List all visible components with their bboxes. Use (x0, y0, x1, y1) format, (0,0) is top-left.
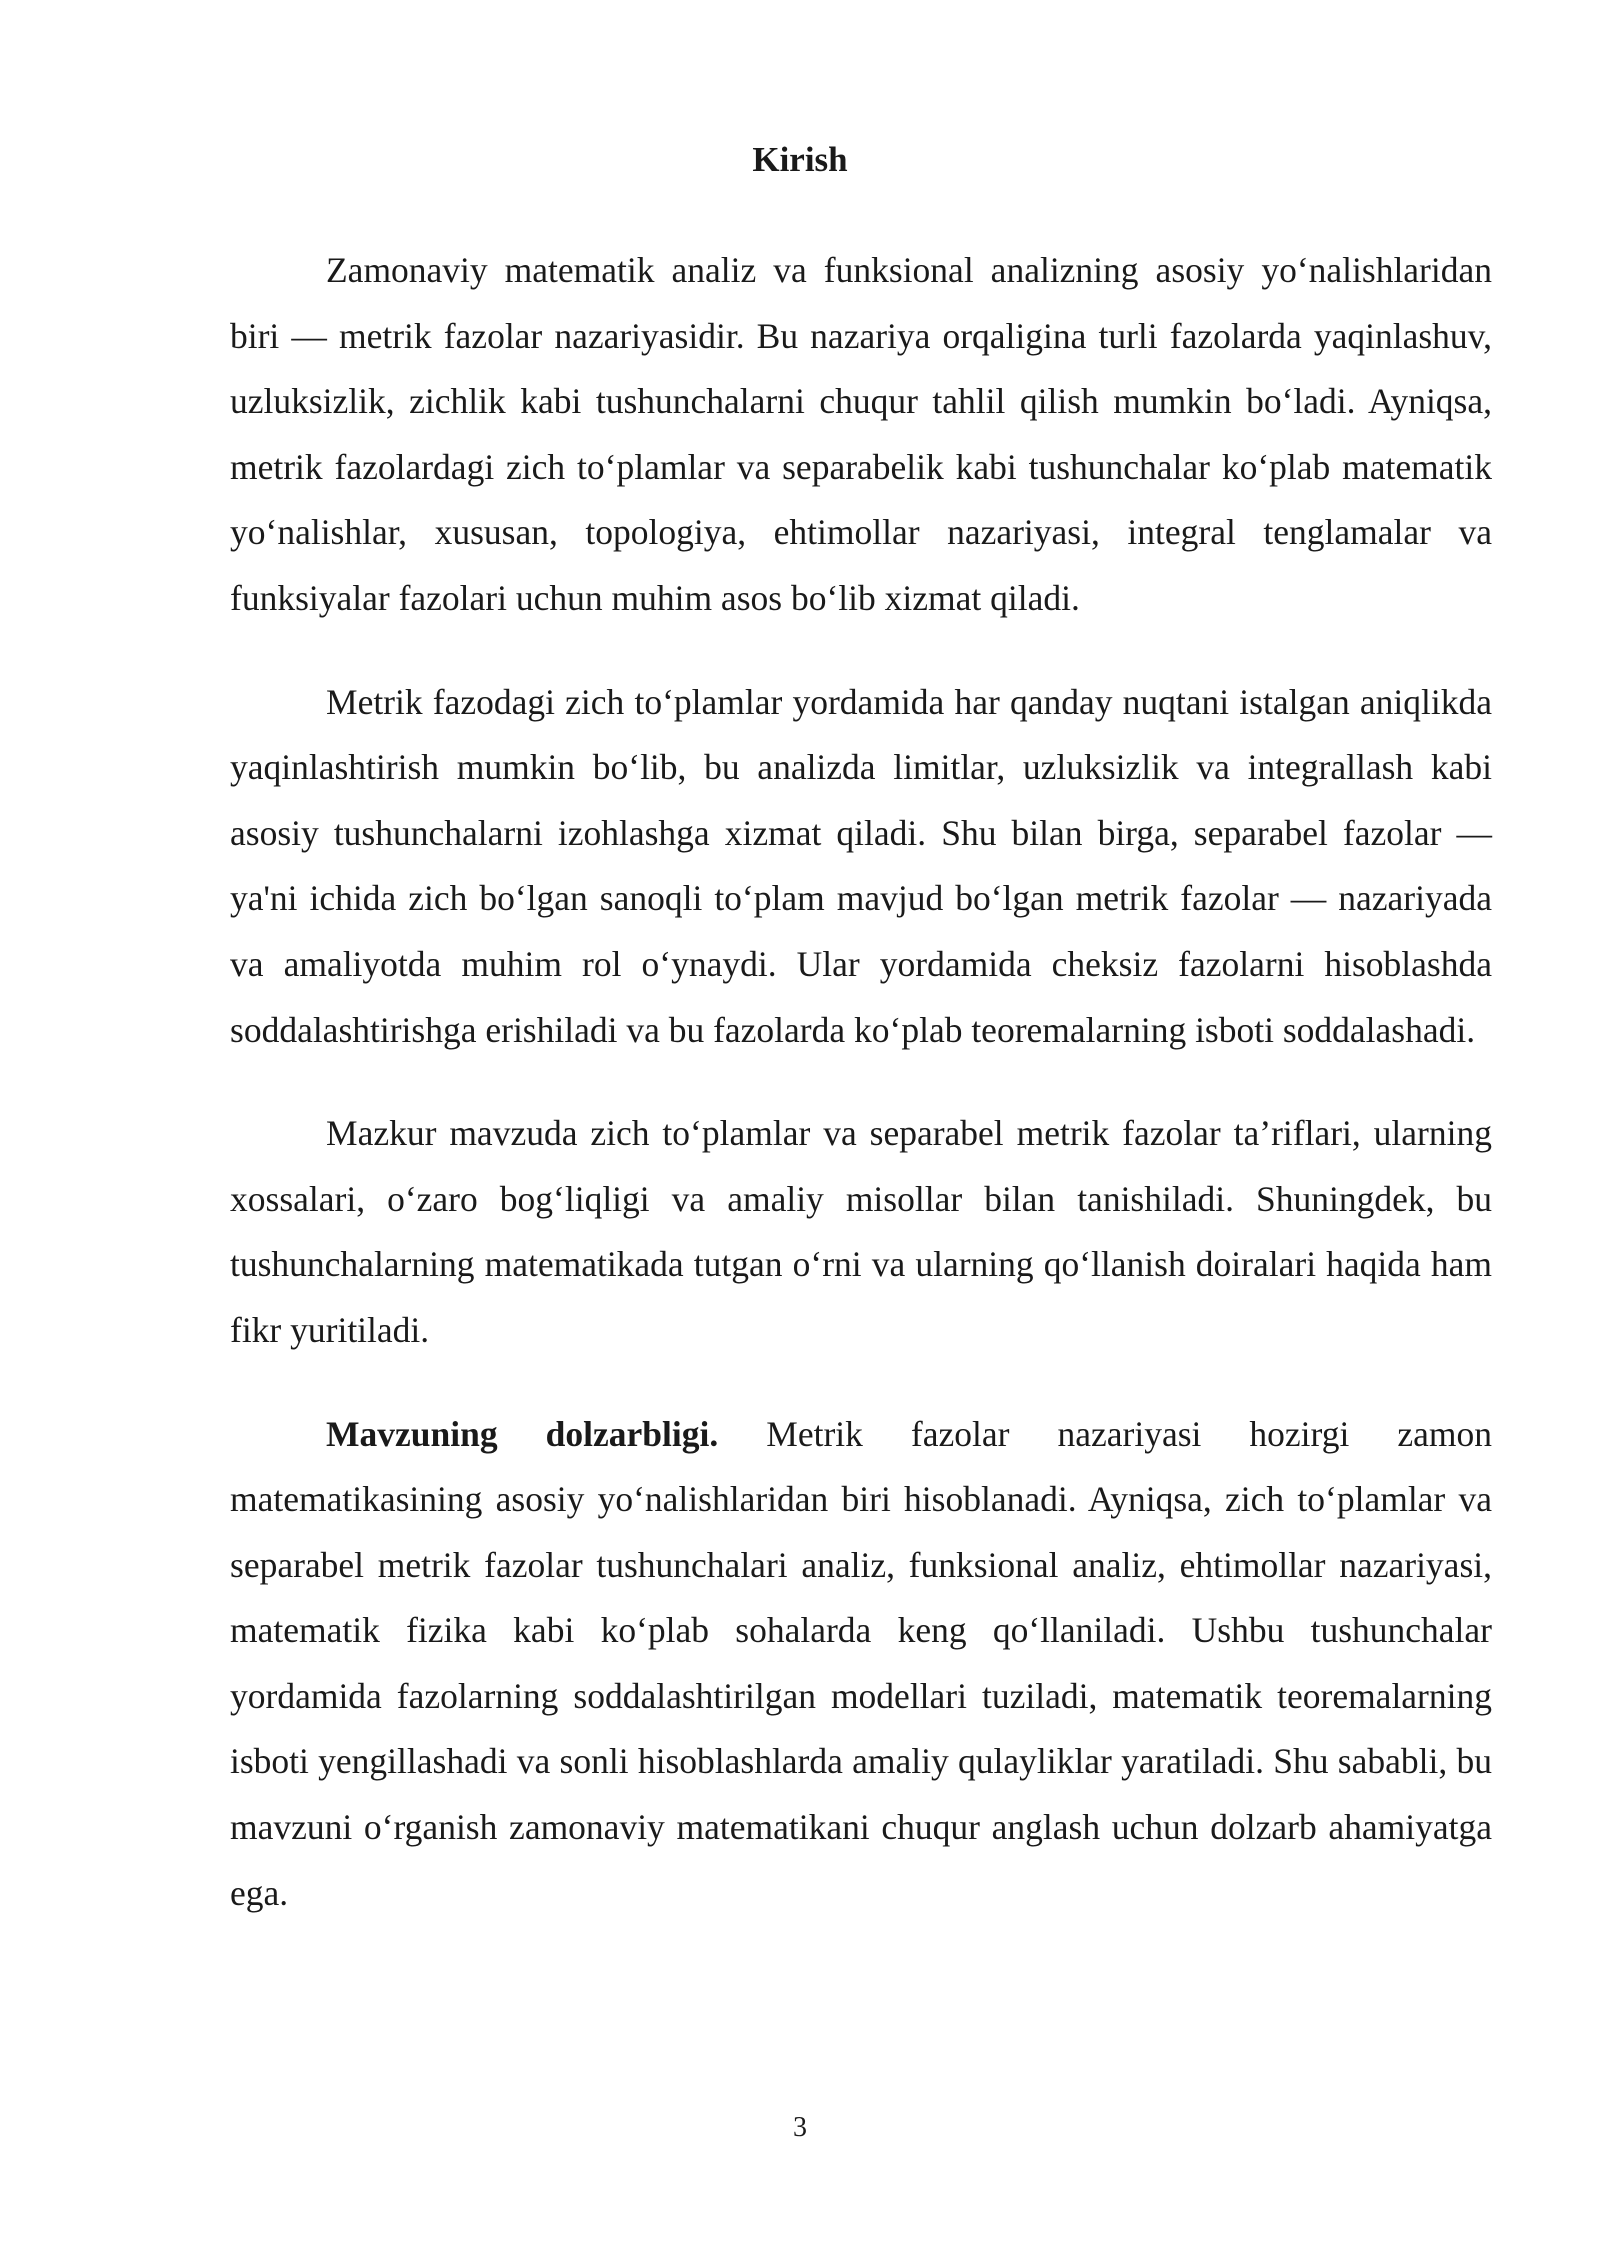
paragraph-text: Zamonaviy matematik analiz va funksional analizning asosiy yo‘nalishlaridan biri — metrik fazolar nazariyasidir. Bu nazariya orqaligina turli fazolarda yaqinlashuv, uzluksizlik, zichlik kabi tushunchalarni chuqur tahlil qilish mumkin bo‘ladi. Ayniqsa, metrik fazolardagi zich to‘plamlar va separabelik kabi tushunchalar ko‘plab matematik yo‘nalishlar, xususan, topologiya, ehtimollar nazariyasi, integral tenglamalar va funksiyalar fazolari uchun muhim asos bo‘lib xizmat qiladi. (230, 250, 1492, 618)
paragraph-lead-heading: Mavzuning dolzarbligi. (326, 1413, 719, 1454)
paragraph-topic-scope (230, 1101, 1492, 1363)
document-body (230, 238, 1492, 1964)
paragraph-dense-sets (230, 670, 1492, 1064)
page-title: Kirish (752, 140, 848, 179)
paragraph-relevance (230, 1402, 1492, 1927)
paragraph-text: Metrik fazodagi zich to‘plamlar yordamida har qanday nuqtani istalgan aniqlikda yaqinlashtirish mumkin bo‘lib, bu analizda limitlar, uzluksizlik va integrallash kabi asosiy tushunchalarni izohlashga xizmat qiladi. Shu bilan birga, separabel fazolar — ya'ni ichida zich bo‘lgan sanoqli to‘plam mavjud bo‘lgan metrik fazolar — nazariyada va amaliyotda muhim rol o‘ynaydi. Ular yordamida cheksiz fazolarni hisoblashda soddalashtirishga erishiladi va bu fazolarda ko‘plab teoremalarning isboti soddalashadi. (230, 681, 1492, 1050)
paragraph-text: Metrik fazolar nazariyasi hozirgi zamon matematikasining asosiy yo‘nalishlaridan biri hisoblanadi. Ayniqsa, zich to‘plamlar va separabel metrik fazolar tushunchalari analiz, funksional analiz, ehtimollar nazariyasi, matematik fizika kabi ko‘plab sohalarda keng qo‘llaniladi. Ushbu tushunchalar yordamida fazolarning soddalashtirilgan modellari tuziladi, matematik teoremalarning isboti yengillashadi va sonli hisoblashlarda amaliy qulayliklar yaratiladi. Shu sababli, bu mavzuni o‘rganish zamonaviy matematikani chuqur anglash uchun dolzarb ahamiyatga ega. (230, 1413, 1493, 1913)
paragraph-intro (230, 238, 1492, 632)
paragraph-text: Mazkur mavzuda zich to‘plamlar va separabel metrik fazolar ta’riflari, ularning xossalari, o‘zaro bog‘liqligi va amaliy misollar bilan tanishiladi. Shuningdek, bu tushunchalarning matematikada tutgan o‘rni va ularning qo‘llanish doiralari haqida ham fikr yuritiladi. (230, 1113, 1492, 1350)
page-number: 3 (793, 2112, 807, 2143)
